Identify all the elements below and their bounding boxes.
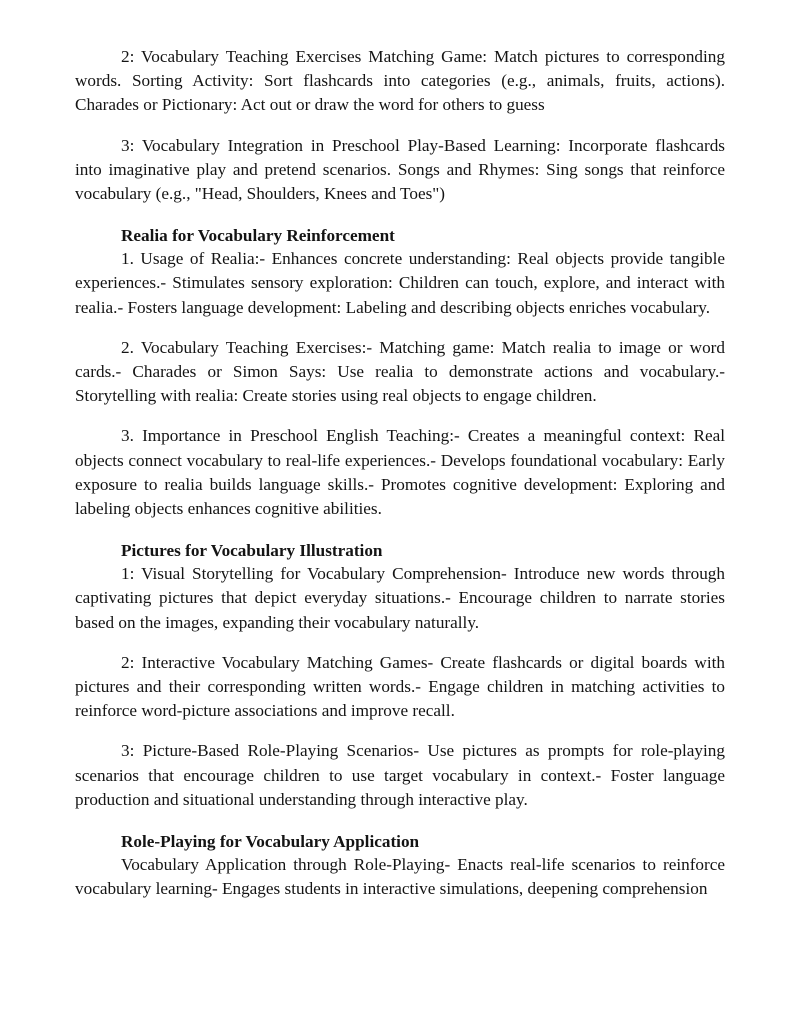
paragraph-realia-exercises: 2. Vocabulary Teaching Exercises:- Matching game: Match realia to image or word cards.- Charades or Simon Says: Use realia to demonstrate actions and vocabulary.- Storytelling with realia: Create stories using real objects to engage children. (75, 337, 725, 406)
paragraph-role-playing-application: Vocabulary Application through Role-Playing- Enacts real-life scenarios to reinforce vocabulary learning- Engages students in interactive simulations, deepening comprehension (75, 855, 725, 899)
paragraph-realia-usage: 1. Usage of Realia:- Enhances concrete understanding: Real objects provide tangible experiences.- Stimulates sensory exploration: Children can touch, explore, and interact with realia.- Fosters language development: Labeling and describing objects enriches vocabulary. (75, 249, 725, 317)
paragraph-flashcard-exercises: 2: Vocabulary Teaching Exercises Matching Game: Match pictures to corresponding words. Sorting Activity: Sort flashcards into categories (e.g., animals, fruits, actions). Charades or Pictionary: Act out or draw the word for others to guess (75, 47, 725, 115)
paragraph-pictures-matching: 2: Interactive Vocabulary Matching Games- Create flashcards or digital boards with pictures and their corresponding written words.- Engage children in matching activities to reinforce word-picture associations and improve recall. (75, 652, 725, 721)
paragraph-realia-importance: 3. Importance in Preschool English Teaching:- Creates a meaningful context: Real objects connect vocabulary to real-life experiences.- Develops foundational vocabulary: Early exposure to realia builds language skills.- Promotes cognitive development: Exploring and labeling objects enhances cognitive abilities. (75, 426, 725, 519)
paragraph-flashcard-integration: 3: Vocabulary Integration in Preschool Play-Based Learning: Incorporate flashcards into imaginative play and pretend scenarios. Songs and Rhymes: Sing songs that reinforce vocabulary (e.g., "Head, Shoulders, Knees and Toes") (75, 135, 725, 204)
section-heading-realia: Realia for Vocabulary Reinforcement (121, 226, 395, 246)
paragraph-pictures-storytelling: 1: Visual Storytelling for Vocabulary Comprehension- Introduce new words through captivating pictures that depict everyday situations.- Encourage children to narrate stories based on the images, expanding their vocabulary naturally. (75, 564, 725, 632)
section-heading-pictures: Pictures for Vocabulary Illustration (121, 541, 383, 561)
section-heading-role-playing: Role-Playing for Vocabulary Application (121, 832, 420, 852)
paragraph-pictures-role-playing: 3: Picture-Based Role-Playing Scenarios- Use pictures as prompts for role-playing scenarios that encourage children to use target vocabulary in context.- Foster language production and situational understanding through interactive play. (75, 741, 725, 809)
